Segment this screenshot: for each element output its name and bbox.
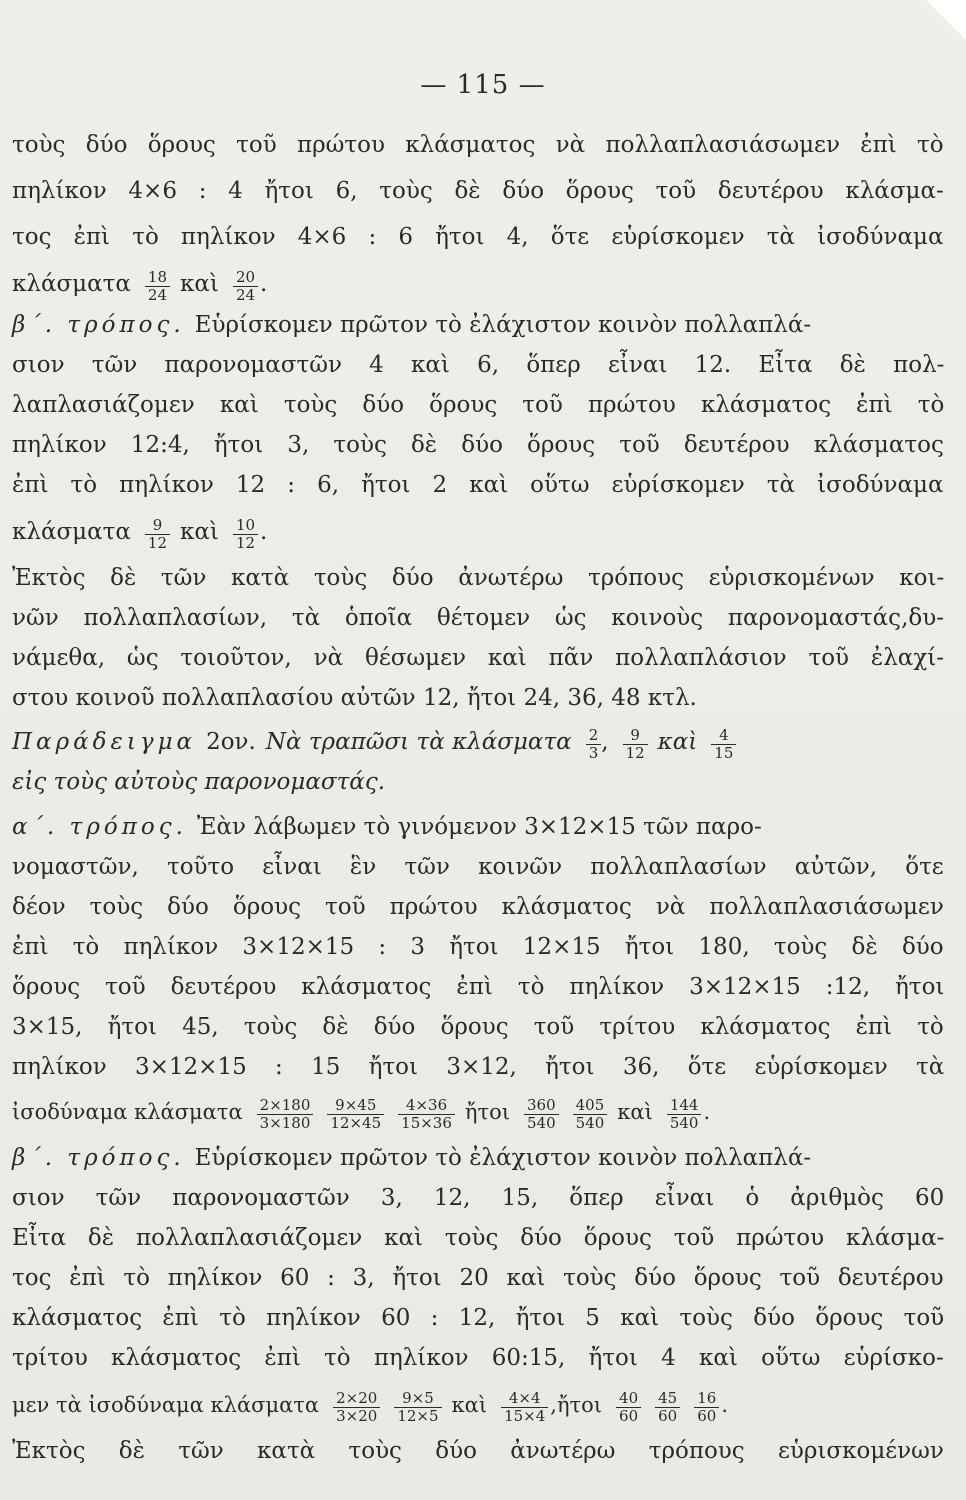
text-line-fractions <box>12 512 944 552</box>
text-segment: καὶ <box>180 519 219 545</box>
text-line <box>12 558 944 598</box>
denominator: 60 <box>655 1407 680 1425</box>
denominator: 540 <box>667 1114 702 1132</box>
text-line <box>12 887 944 927</box>
text-line-fractions <box>12 264 944 304</box>
punctuation: . <box>703 1100 711 1124</box>
line-text: πηλίκον 12:4, ἤτοι 3, τοὺς δὲ δύο ὅρους τοῦ δευτέρου κλάσματος <box>12 432 944 458</box>
section-heading-line <box>12 1138 944 1178</box>
denominator: 24 <box>145 286 170 304</box>
text-line <box>12 125 944 165</box>
line-text: τοὺς δύο ὅρους τοῦ πρώτου κλάσματος νὰ πολλαπλασιάσωμεν ἐπὶ τὸ <box>12 132 944 158</box>
fraction <box>616 1390 641 1425</box>
section-heading: β΄. τρόπος. <box>12 1145 185 1171</box>
text-line <box>12 762 944 802</box>
denominator: 540 <box>573 1114 608 1132</box>
text-line <box>12 465 944 505</box>
text-line-fractions <box>12 1385 944 1425</box>
fraction <box>394 1390 441 1425</box>
line-text: Ἐκτὸς δὲ τῶν κατὰ τοὺς δύο ἀνωτέρω τρόπους εὑρισκομένων κοι- <box>12 565 945 591</box>
line-text: κλάσματος ἐπὶ τὸ πηλίκον 60 : 12, ἤτοι 5 καὶ τοὺς δύο ὅρους τοῦ <box>12 1305 945 1331</box>
numerator: 2 <box>588 725 599 744</box>
numerator: 9×5 <box>402 1388 434 1407</box>
fraction <box>655 1390 680 1425</box>
denominator: 60 <box>616 1407 641 1425</box>
text-segment: καὶ <box>180 271 219 297</box>
denominator: 3×20 <box>333 1407 380 1425</box>
numerator: 4×4 <box>508 1388 541 1407</box>
denominator: 60 <box>694 1407 719 1425</box>
line-text: 3×15, ἤτοι 45, τοὺς δὲ δύο ὅρους τοῦ τρίτου κλάσματος ἐπὶ τὸ <box>12 1014 944 1040</box>
punctuation: . <box>260 271 268 297</box>
text-line <box>12 1007 944 1047</box>
line-text: νάμεθα, ὡς τοιοῦτον, νὰ θέσωμεν καὶ πᾶν πολλαπλάσιον τοῦ ἐλαχί- <box>12 645 945 671</box>
line-text: τος ἐπὶ τὸ πηλίκον 60 : 3, ἤτοι 20 καὶ τοὺς δύο ὅρους τοῦ δευτέρου <box>12 1265 944 1291</box>
line-text: νομαστῶν, τοῦτο εἶναι ἓν τῶν κοινῶν πολλαπλασίων αὐτῶν, ὅτε <box>12 854 944 880</box>
fraction <box>586 727 602 762</box>
denominator: 12×45 <box>327 1114 384 1132</box>
text-segment: Εὑρίσκομεν πρῶτον τὸ ἐλάχιστον κοινὸν πολλαπλά- <box>194 312 812 338</box>
line-text: πηλίκον 3×12×15 : 15 ἤτοι 3×12, ἤτοι 36, ὅτε εὑρίσκομεν τὰ <box>12 1054 945 1080</box>
section-heading-line <box>12 807 944 847</box>
numerator: 4×36 <box>405 1095 448 1114</box>
text-segment: κλάσματα <box>12 519 131 545</box>
numerator: 16 <box>697 1388 717 1407</box>
text-line <box>12 638 944 678</box>
fraction <box>573 1097 608 1132</box>
numerator: 2×20 <box>336 1388 378 1407</box>
line-text: σιον τῶν παρονομαστῶν 4 καὶ 6, ὅπερ εἶναι 12. Εἶτα δὲ πολ- <box>12 352 945 378</box>
text-segment: μεν τὰ ἰσοδύναμα κλάσματα <box>12 1393 320 1417</box>
punctuation: . <box>260 519 268 545</box>
denominator: 24 <box>233 286 258 304</box>
line-text: Ἐκτὸς δὲ τῶν κατὰ τοὺς δύο ἀνωτέρω τρόπους εὑρισκομένων <box>12 1438 944 1464</box>
text-segment: ἰσοδύναμα κλάσματα <box>12 1100 243 1124</box>
denominator: 3×180 <box>257 1114 314 1132</box>
denominator: 15×4 <box>501 1407 548 1425</box>
fraction <box>145 269 170 304</box>
fraction <box>694 1390 719 1425</box>
fraction <box>233 269 258 304</box>
denominator: 12 <box>145 534 170 552</box>
line-text: ὅρους τοῦ δευτέρου κλάσματος ἐπὶ τὸ πηλίκον 3×12×15 :12, ἤτοι <box>12 974 945 1000</box>
fraction <box>398 1097 455 1132</box>
fraction <box>524 1097 559 1132</box>
numerator: 9 <box>152 515 163 534</box>
numerator: 2×180 <box>259 1095 311 1114</box>
text-line <box>12 385 944 425</box>
line-text: ἐπὶ τὸ πηλίκον 12 : 6, ἤτοι 2 καὶ οὕτω εὑρίσκομεν τὰ ἰσοδύναμα <box>12 472 944 498</box>
fraction <box>233 517 258 552</box>
text-line <box>12 171 944 211</box>
text-line <box>12 1298 944 1338</box>
text-line <box>12 1431 944 1471</box>
text-segment: κλάσματα <box>12 271 131 297</box>
numerator: 20 <box>235 267 256 286</box>
text-line <box>12 598 944 638</box>
section-heading-line <box>12 305 944 345</box>
numerator: 405 <box>575 1095 605 1114</box>
text-segment: ,ἤτοι <box>550 1393 603 1417</box>
numerator: 18 <box>147 267 168 286</box>
numerator: 360 <box>526 1095 556 1114</box>
text-line <box>12 847 944 887</box>
denominator: 540 <box>524 1114 559 1132</box>
fraction <box>257 1097 314 1132</box>
numerator: 4 <box>719 725 729 744</box>
example-number: 2ον. <box>206 729 256 755</box>
text-segment: καὶ <box>617 1100 653 1124</box>
example-line <box>12 722 944 762</box>
text-line <box>12 927 944 967</box>
line-text: ἐπὶ τὸ πηλίκον 3×12×15 : 3 ἤτοι 12×15 ἤτοι 180, τοὺς δὲ δύο <box>12 934 944 960</box>
page-number: — 115 — <box>420 70 546 100</box>
denominator: 15 <box>711 744 736 762</box>
numerator: 144 <box>669 1095 699 1114</box>
fraction <box>667 1097 702 1132</box>
text-line <box>12 1258 944 1298</box>
text-line <box>12 967 944 1007</box>
line-text: στου κοινοῦ πολλαπλασίου αὐτῶν 12, ἤτοι 24, 36, 48 κτλ. <box>12 685 697 711</box>
section-heading: α΄. τρόπος. <box>12 814 187 840</box>
text-line <box>12 1218 944 1258</box>
numerator: 9×45 <box>335 1095 377 1114</box>
text-line <box>12 345 944 385</box>
punctuation: , <box>601 729 609 755</box>
numerator: 45 <box>658 1388 678 1407</box>
text-segment: καὶ <box>657 729 698 755</box>
line-text: τρίτου κλάσματος ἐπὶ τὸ πηλίκον 60:15, ἤτοι 4 καὶ οὕτω εὑρίσκο- <box>12 1345 944 1371</box>
denominator: 3 <box>586 744 602 762</box>
fraction <box>327 1097 384 1132</box>
line-text: νῶν πολλαπλασίων, τὰ ὁποῖα θέτομεν ὡς κοινοὺς παρονομαστάς,δυ- <box>12 605 944 631</box>
example-heading: Παράδειγμα <box>12 729 197 755</box>
text-segment: καὶ <box>451 1393 488 1417</box>
denominator: 15×36 <box>398 1114 455 1132</box>
text-segment: Εὑρίσκομεν πρῶτον τὸ ἐλάχιστον κοινὸν πολλαπλά- <box>194 1145 812 1171</box>
fraction <box>623 727 648 762</box>
line-text: τος ἐπὶ τὸ πηλίκον 4×6 : 6 ἤτοι 4, ὅτε εὑρίσκομεν τὰ ἰσοδύναμα <box>12 224 944 250</box>
text-segment: ἤτοι <box>464 1100 510 1124</box>
denominator: 12 <box>623 744 648 762</box>
text-line <box>12 217 944 257</box>
fraction <box>501 1390 548 1425</box>
text-segment: Νὰ τραπῶσι τὰ κλάσματα <box>265 729 572 755</box>
text-line <box>12 678 944 718</box>
fraction <box>333 1390 380 1425</box>
text-line <box>12 1338 944 1378</box>
line-text: δέον τοὺς δύο ὅρους τοῦ πρώτου κλάσματος νὰ πολλαπλασιάσωμεν <box>12 894 944 920</box>
numerator: 9 <box>630 725 640 744</box>
line-text: εἰς τοὺς αὐτοὺς παρονομαστάς. <box>12 769 386 795</box>
fraction <box>711 727 736 762</box>
line-text: λαπλασιάζομεν καὶ τοὺς δύο ὅρους τοῦ πρώτου κλάσματος ἐπὶ τὸ <box>12 392 945 418</box>
denominator: 12 <box>233 534 258 552</box>
fraction <box>145 517 170 552</box>
numerator: 10 <box>235 515 256 534</box>
section-heading: β΄. τρόπος. <box>12 312 185 338</box>
text-line <box>12 1047 944 1087</box>
line-text: Εἶτα δὲ πολλαπλασιάζομεν καὶ τοὺς δύο ὅρους τοῦ πρώτου κλάσμα- <box>12 1225 945 1251</box>
denominator: 12×5 <box>394 1407 441 1425</box>
line-text: πηλίκον 4×6 : 4 ἤτοι 6, τοὺς δὲ δύο ὅρους τοῦ δευτέρου κλάσμα- <box>12 178 944 204</box>
line-text: σιον τῶν παρονομαστῶν 3, 12, 15, ὅπερ εἶναι ὁ ἀριθμὸς 60 <box>12 1185 945 1211</box>
text-line-fractions <box>12 1092 944 1132</box>
punctuation: . <box>721 1393 728 1417</box>
text-line <box>12 425 944 465</box>
numerator: 40 <box>619 1388 639 1407</box>
page-corner-fold <box>926 0 966 40</box>
text-line <box>12 1178 944 1218</box>
text-segment: Ἐὰν λάβωμεν τὸ γινόμενον 3×12×15 τῶν παρο- <box>196 814 762 840</box>
